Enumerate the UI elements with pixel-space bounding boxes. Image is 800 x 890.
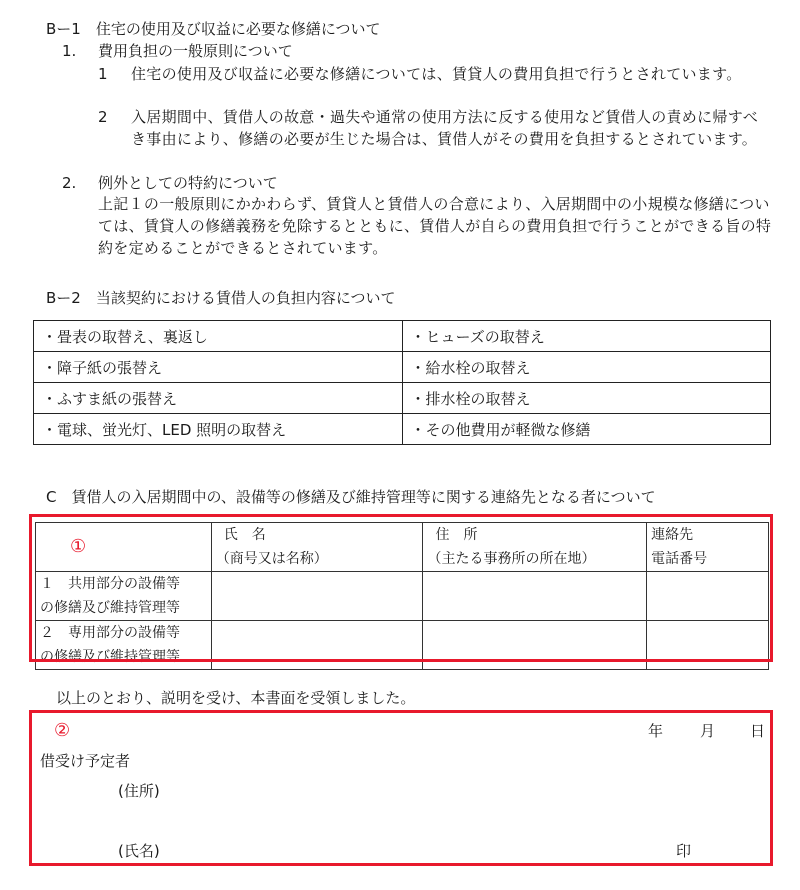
table-cell: ・排水栓の取替え — [402, 383, 771, 414]
tenant-name-label: (氏名) — [118, 842, 160, 860]
prospective-tenant-label: 借受け予定者 — [40, 752, 131, 770]
tenant-address-label: (住所) — [118, 782, 160, 800]
item-2-number: 2 — [98, 108, 108, 126]
item-2-text: 入居期間中、賃借人の故意・過失や通常の使用方法に反する使用など賃借人の責めに帰すべき事由により、修繕の必要が生じた場合は、賃借人がその費用を負担するとされています。 — [131, 108, 759, 148]
seal-mark: 印 — [676, 842, 692, 860]
table-cell: ・給水栓の取替え — [402, 352, 771, 383]
item-1-number: 1 — [98, 65, 108, 83]
section-b2-heading: Bー2 当該契約における賃借人の負担内容について — [46, 289, 396, 307]
table-cell: ・その他費用が軽微な修繕 — [402, 414, 771, 445]
row-label-line: の修繕及び維持管理等 — [40, 649, 180, 665]
marker-2: ② — [54, 720, 71, 741]
table-cell: ・ふすま紙の張替え — [34, 383, 403, 414]
header-phone-sub: 電話番号 — [651, 551, 708, 567]
header-address: 住 所 — [435, 527, 478, 543]
item-1-text: 住宅の使用及び収益に必要な修繕については、賃貸人の費用負担で行うとされています。 — [131, 65, 742, 83]
table-row — [34, 383, 771, 414]
receipt-statement: 以上のとおり、説明を受け、本書面を受領しました。 — [56, 689, 416, 707]
section-b1-1-title: 費用負担の一般原則について — [98, 42, 293, 60]
section-b1-2-number: 2. — [62, 174, 77, 192]
highlight-box-1 — [29, 514, 773, 662]
special-clause-text: 上記１の一般原則にかかわらず、賃貸人と賃借人の合意により、入居期間中の小規模な修繕については、賃貸人の修繕義務を免除するとともに、賃借人が自らの費用負担で行うことができる旨の特約を定めることができるとされています。 — [98, 195, 772, 257]
date-year-label: 年 — [648, 722, 664, 740]
section-b1-2-title: 例外としての特約について — [98, 174, 278, 192]
table-row — [34, 321, 771, 352]
date-month-label: 月 — [700, 722, 716, 740]
table-cell: ・ヒューズの取替え — [402, 321, 771, 352]
marker-1: ① — [70, 536, 87, 557]
header-address-sub: （主たる事務所の所在地） — [427, 551, 596, 567]
row-label-line: の修繕及び維持管理等 — [40, 600, 180, 616]
table-row — [34, 414, 771, 445]
row-label-line: １ 共用部分の設備等 — [40, 576, 180, 592]
header-name: 氏 名 — [223, 527, 266, 543]
section-c-heading: C 賃借人の入居期間中の、設備等の修繕及び維持管理等に関する連絡先となる者について — [46, 488, 656, 506]
section-b1-heading: Bー1 住宅の使用及び収益に必要な修繕について — [46, 20, 381, 38]
table-cell: ・電球、蛍光灯、LED 照明の取替え — [34, 414, 403, 445]
table-cell: ・障子紙の張替え — [34, 352, 403, 383]
header-phone: 連絡先 — [651, 527, 694, 543]
tenant-burden-table — [33, 320, 771, 445]
date-day-label: 日 — [750, 722, 766, 740]
table-row — [34, 352, 771, 383]
section-b1-1-number: 1. — [62, 42, 77, 60]
row-label-line: ２ 専用部分の設備等 — [40, 625, 180, 641]
header-name-sub: （商号又は名称） — [215, 551, 328, 567]
table-cell: ・畳表の取替え、裏返し — [34, 321, 403, 352]
